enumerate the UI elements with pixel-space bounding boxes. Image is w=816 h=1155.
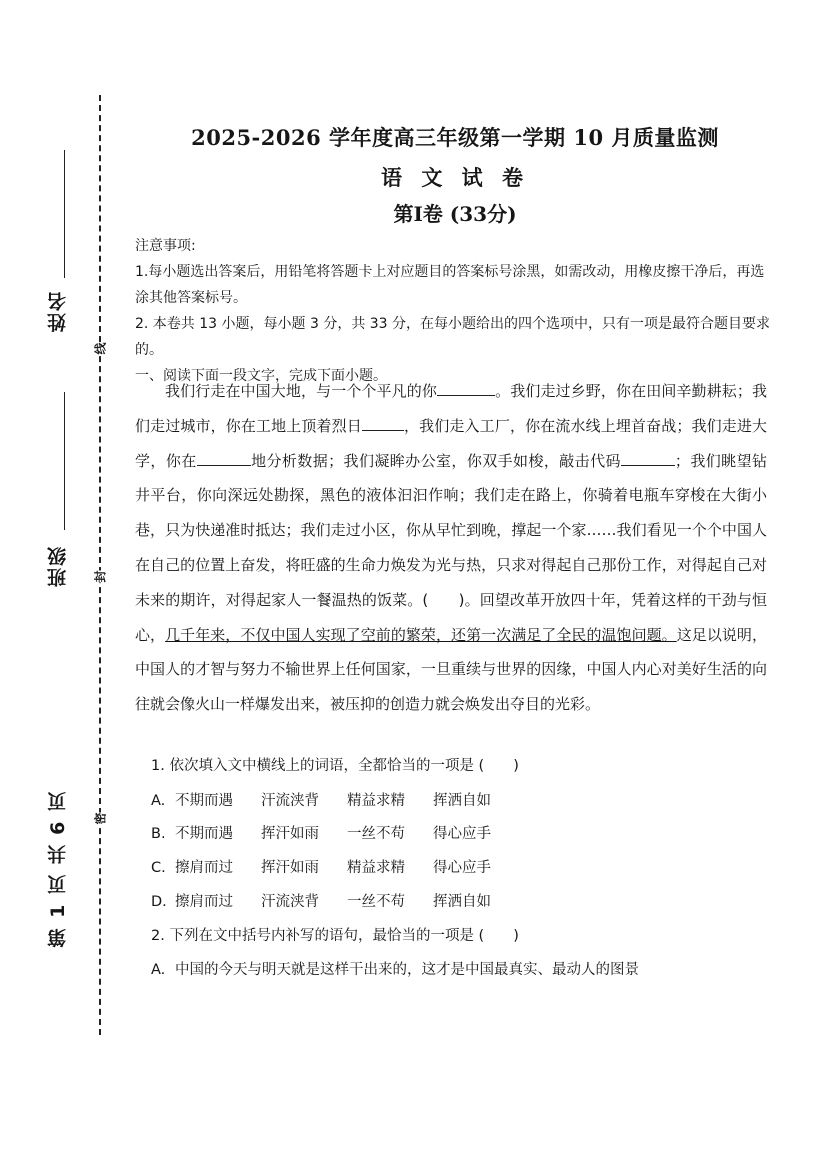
name-label: 姓名 — [47, 290, 69, 332]
binding-dashed-line — [99, 95, 101, 1035]
fill-blank-1 — [437, 381, 495, 396]
fill-blank-3 — [197, 451, 251, 466]
option-text: 中国的今天与明天就是这样干出来的，这才是中国最真实、最动人的图景 — [175, 962, 639, 978]
option-word: 不期而遇 — [175, 826, 233, 842]
reading-passage — [135, 374, 767, 722]
option-word: 一丝不苟 — [347, 894, 405, 910]
name-line — [64, 150, 65, 278]
option-word: 得心应手 — [433, 826, 491, 842]
section-heading: 一、阅读下面一段文字，完成下面小题。 — [135, 368, 387, 384]
option-word: 挥汗如雨 — [261, 826, 319, 842]
option-word: 挥洒自如 — [433, 793, 491, 809]
passage-part-1: 我们行走在中国大地，与一个个平凡的你 — [165, 382, 437, 400]
subject-title: 语 文 试 卷 — [381, 165, 529, 190]
notice-heading: 注意事项: — [135, 238, 196, 254]
seal-char-xian: 线 — [93, 342, 108, 355]
option-word: 擦肩而过 — [175, 894, 233, 910]
notice-item-1: 1.每小题选出答案后，用铅笔将答题卡上对应题目的答案标号涂黑，如需改动，用橡皮擦干净后，再选涂其他答案标号。 — [135, 264, 765, 306]
question-1-stem: 1. 依次填入文中横线上的词语，全都恰当的一项是 ( ) — [151, 758, 519, 774]
option-word: 汗流浃背 — [261, 793, 319, 809]
seal-char-mi: 密 — [93, 812, 108, 825]
option-word: 精益求精 — [347, 860, 405, 876]
option-letter: A. — [151, 793, 166, 809]
notice-block — [135, 233, 771, 389]
fill-blank-2 — [362, 416, 404, 431]
option-word: 得心应手 — [433, 860, 491, 876]
underlined-sentence: 几千年来，不仅中国人实现了空前的繁荣，还第一次满足了全民的温饱问题。 — [165, 625, 677, 644]
q1-option-d — [151, 890, 491, 911]
option-word: 挥汗如雨 — [261, 860, 319, 876]
binding-margin — [0, 0, 125, 1155]
q2-option-a — [151, 958, 639, 979]
passage-part-4: 地分析数据；我们凝眸办公室，你双手如梭，敲击代码 — [250, 451, 621, 470]
class-line — [64, 392, 65, 530]
option-word: 不期而遇 — [175, 793, 233, 809]
notice-item-2: 2. 本卷共 13 小题，每小题 3 分，共 33 分，在每小题给出的四个选项中，只有一项是最符合题目要求的。 — [135, 316, 771, 358]
q1-option-a — [151, 789, 491, 810]
question-2-stem: 2. 下列在文中括号内补写的语句，最恰当的一项是 ( ) — [151, 928, 519, 944]
fill-blank-4 — [621, 451, 675, 466]
option-letter: D. — [151, 894, 167, 910]
page-label: 第 1 页 共 6 页 — [47, 790, 69, 948]
passage-part-5: ；我们眺望钻井平台，你向深远处勘探，黑色的液体汩汩作响；我们走在路上，你骑着电瓶车穿梭在大街小巷，只为快递准时抵达；我们走过小区，你从早忙到晚，撑起一个家……我们看见一个个中国人在自己的位置上奋发，将旺盛的生命力焕发为光与热，只求对得起自己那份工作，对得起自己对未来的期许，对得起家人一餐温热的饭菜。( )。回望改革开放四十年，凭着这样的干劲与恒心， — [135, 451, 767, 644]
passage-part-3: ，我们走入工厂，你在流水线上埋首奋战；我们走进大学，你在 — [135, 416, 767, 470]
option-word: 一丝不苟 — [347, 826, 405, 842]
passage-part-2: 。我们走过乡野，你在田间辛勤耕耘；我们走过城市，你在工地上顶着烈日 — [135, 382, 767, 435]
seal-char-feng: 封 — [93, 570, 108, 583]
option-word: 精益求精 — [347, 793, 405, 809]
option-letter: C. — [151, 860, 166, 876]
volume-title: 第Ⅰ卷 (33分) — [393, 202, 517, 226]
option-word: 擦肩而过 — [175, 860, 233, 876]
q1-option-c — [151, 856, 491, 877]
q1-option-b — [151, 822, 491, 843]
option-letter: B. — [151, 826, 166, 842]
exam-title: 2025-2026 学年度高三年级第一学期 10 月质量监测 — [191, 125, 719, 150]
class-label: 班级 — [47, 545, 69, 587]
passage-part-6: 这足以说明，中国人的才智与努力不输世界上任何国家，一旦重续与世界的因缘，中国人内心对美好生活的向往就会像火山一样爆发出来，被压抑的创造力就会焕发出夺目的光彩。 — [135, 625, 767, 714]
option-letter: A. — [151, 962, 166, 978]
option-word: 汗流浃背 — [261, 894, 319, 910]
option-word: 挥洒自如 — [433, 894, 491, 910]
